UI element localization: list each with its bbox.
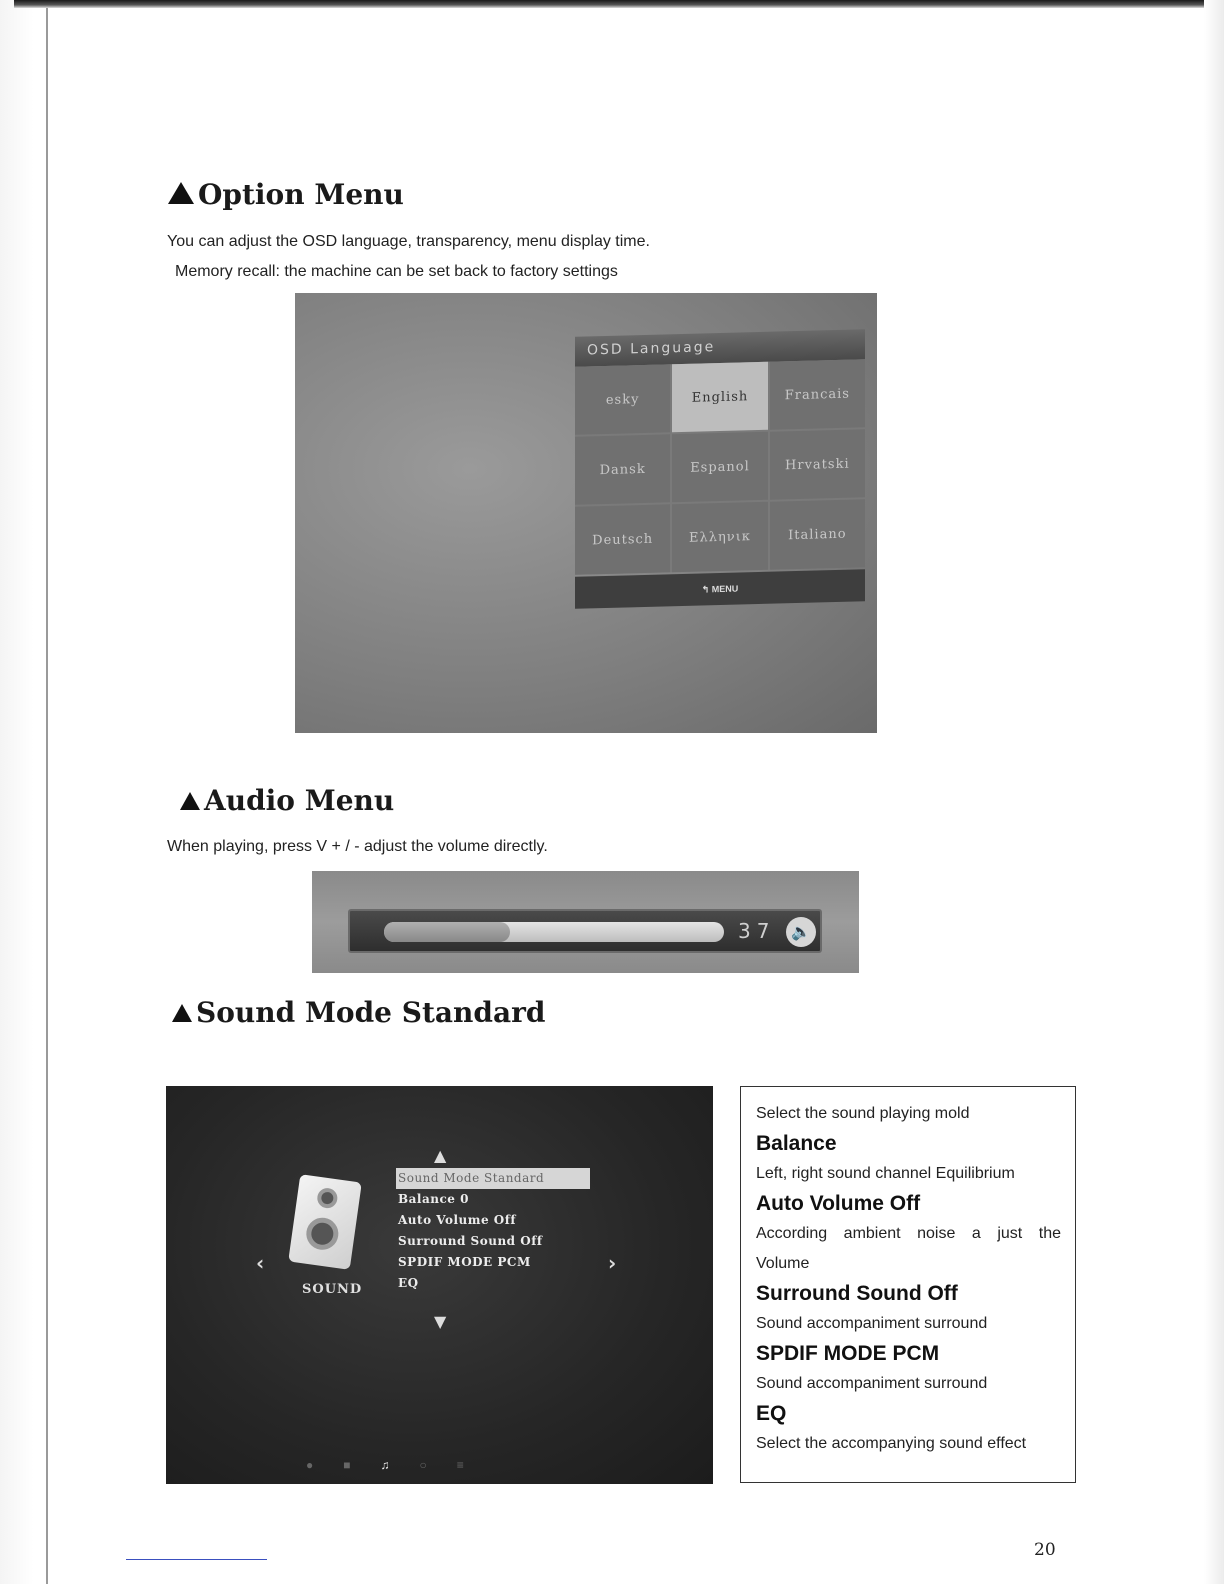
sound-speaker-icon <box>288 1174 362 1270</box>
language-option[interactable]: esky <box>575 364 670 434</box>
language-option[interactable]: Deutsch <box>575 504 670 574</box>
page-number: 20 <box>1034 1540 1056 1560</box>
osd-language-screenshot <box>295 293 877 733</box>
volume-value: 37 <box>738 919 776 943</box>
info-surround-desc: Sound accompaniment surround <box>756 1315 988 1332</box>
audio-menu-heading-text: Audio Menu <box>204 784 395 817</box>
info-eq-desc: Select the accompanying sound effect <box>756 1435 1027 1452</box>
triangle-bullet-icon <box>180 792 200 810</box>
sound-menu-item[interactable]: Balance 0 <box>398 1192 469 1206</box>
volume-fill <box>384 922 510 942</box>
sound-label: SOUND <box>302 1282 363 1297</box>
menu-category-icons <box>306 1458 506 1472</box>
info-auto-volume-desc: According ambient noise a just the <box>756 1225 1061 1242</box>
option-category-icon: ≡ <box>456 1458 464 1472</box>
language-option[interactable]: Dansk <box>575 434 670 504</box>
triangle-bullet-icon <box>172 1004 192 1022</box>
time-category-icon: ○ <box>419 1458 427 1472</box>
page-left-margin <box>0 0 48 1584</box>
volume-screenshot <box>312 871 859 973</box>
volume-bar <box>348 909 822 953</box>
sound-menu-item[interactable]: Sound Mode Standard <box>396 1168 590 1189</box>
picture-category-icon: ● <box>306 1458 314 1472</box>
up-arrow-icon: ▲ <box>434 1146 447 1165</box>
triangle-bullet-icon <box>168 182 194 204</box>
info-spdif-desc: Sound accompaniment surround <box>756 1375 988 1392</box>
channel-category-icon: ■ <box>343 1458 351 1472</box>
info-balance-desc: Left, right sound channel Equilibrium <box>756 1165 1015 1182</box>
language-option[interactable]: English <box>672 362 767 432</box>
menu-back-label: MENU <box>711 583 739 595</box>
menu-back-hint: ↰ MENU <box>575 569 865 609</box>
language-option[interactable]: Ελληνικ <box>672 502 767 572</box>
option-menu-heading <box>168 178 404 211</box>
language-option[interactable]: Hrvatski <box>770 429 865 499</box>
sound-menu-list <box>396 1168 590 1294</box>
sound-mode-heading-text: Sound Mode Standard <box>196 996 546 1029</box>
info-auto-volume-desc-2: Volume <box>756 1255 810 1272</box>
left-arrow-icon: ‹ <box>256 1251 265 1275</box>
option-menu-heading-text: Option Menu <box>198 178 404 211</box>
right-arrow-icon: › <box>608 1251 617 1275</box>
sound-menu-item[interactable]: Surround Sound Off <box>398 1234 543 1248</box>
osd-language-panel <box>575 329 865 605</box>
option-menu-line-2: Memory recall: the machine can be set back to factory settings <box>175 263 618 280</box>
info-eq-title: EQ <box>756 1402 787 1425</box>
speaker-icon: 🔈 <box>786 917 816 947</box>
language-option[interactable]: Espanol <box>672 432 767 502</box>
audio-menu-heading <box>180 784 394 817</box>
language-option[interactable]: Francais <box>770 359 865 429</box>
info-intro: Select the sound playing mold <box>756 1105 970 1122</box>
down-arrow-icon: ▼ <box>434 1312 447 1331</box>
sound-category-icon: ♫ <box>380 1458 390 1472</box>
info-auto-volume-title: Auto Volume Off <box>756 1192 921 1215</box>
sound-info-box <box>740 1086 1076 1483</box>
sound-mode-heading <box>172 996 545 1029</box>
audio-menu-line-1: When playing, press V + / - adjust the volume directly. <box>167 838 548 855</box>
volume-track <box>384 922 724 942</box>
sound-menu-item[interactable]: Auto Volume Off <box>398 1213 517 1227</box>
info-surround-title: Surround Sound Off <box>756 1282 958 1305</box>
option-menu-line-1: You can adjust the OSD language, transparency, menu display time. <box>167 233 650 250</box>
speaker-tweeter <box>316 1187 339 1210</box>
info-spdif-title: SPDIF MODE PCM <box>756 1342 940 1365</box>
info-balance-title: Balance <box>756 1132 837 1155</box>
language-grid <box>575 359 865 575</box>
sound-menu-screenshot <box>166 1086 713 1484</box>
page-binding-line <box>46 0 48 1584</box>
sound-menu-item[interactable]: EQ <box>398 1276 419 1290</box>
sound-menu-item[interactable]: SPDIF MODE PCM <box>398 1255 531 1269</box>
page-top-edge <box>14 0 1204 8</box>
speaker-woofer <box>304 1216 340 1252</box>
footer-rule <box>126 1559 267 1560</box>
osd-language-title: OSD Language <box>575 329 865 367</box>
language-option[interactable]: Italiano <box>770 499 865 569</box>
page-right-edge <box>1204 0 1224 1584</box>
